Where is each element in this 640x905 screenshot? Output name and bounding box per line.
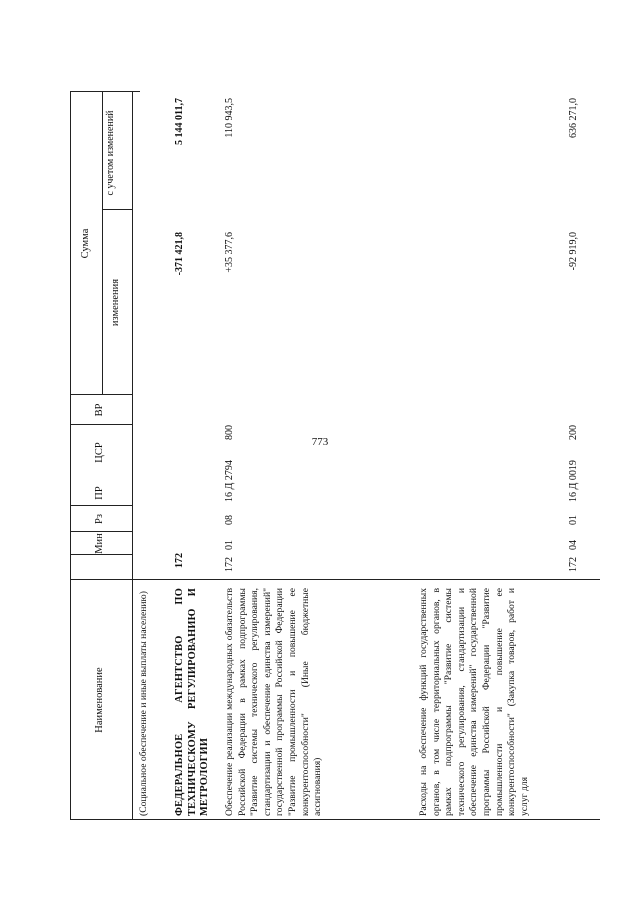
row-3-total: 636 271,0 bbox=[568, 98, 579, 138]
header-name: Наименование bbox=[94, 667, 105, 733]
row-2-name: Обеспечение реализации международных обязательств Российской Федерации в рамках подпрограммы "Развитие системы технического регулирования, стандартизации и обеспечение единства измерений" государственной программы Российской Федерации "Развитие промышленности и повышение ее конкурентоспособности" (Иные бюджетные ассигнования) bbox=[224, 588, 324, 816]
row-2-pr: 08 bbox=[224, 515, 235, 525]
row-0-name: (Социальное обеспечение и иные выплаты населению) bbox=[138, 591, 149, 816]
header-csr: ЦСР bbox=[94, 442, 105, 463]
row-2-min: 172 bbox=[224, 557, 235, 572]
row-3-change: -92 919,0 bbox=[568, 232, 579, 271]
row-2-total: 110 943,5 bbox=[224, 98, 235, 138]
header-min: Мин bbox=[94, 533, 105, 554]
table-left-border bbox=[70, 819, 600, 820]
header-change: изменения bbox=[110, 278, 121, 327]
page-number: 773 bbox=[311, 436, 329, 448]
header-rz: Рз bbox=[94, 514, 105, 524]
row-2-rz: 01 bbox=[224, 540, 235, 550]
row-2-vr: 800 bbox=[224, 425, 235, 440]
row-2-change: +35 377,6 bbox=[224, 232, 235, 273]
header-pr: ПР bbox=[94, 486, 105, 500]
table-header-left-edge bbox=[70, 92, 71, 820]
row-3-csr: 16 Д 0019 bbox=[568, 460, 579, 502]
sum-subheader-line bbox=[102, 92, 103, 395]
row-3-name: Расходы на обеспечение функций государственных органов, в том числе территориальных органов, в рамках подпрограммы "Развитие системы технического регулирования, стандартизации и обеспечение единства измерений" государственной программы Российской Федерации "Развитие промышленности и повышение ее конкурентоспособности" (Закупка товаров, работ и услуг для bbox=[418, 588, 530, 816]
row-3-rz: 04 bbox=[568, 540, 579, 550]
row-1-min: 172 bbox=[174, 553, 185, 568]
budget-table bbox=[70, 60, 600, 820]
row-3-pr: 01 bbox=[568, 515, 579, 525]
header-with-change: с учетом изменений bbox=[105, 110, 116, 196]
header-sum: Сумма bbox=[80, 228, 91, 259]
row-1-total: 5 144 011,7 bbox=[174, 98, 185, 145]
col-divider-name bbox=[70, 579, 600, 580]
row-3-min: 172 bbox=[568, 557, 579, 572]
row-3-vr: 200 bbox=[568, 425, 579, 440]
header-bottom-line bbox=[132, 92, 133, 820]
row-1-name: ФЕДЕРАЛЬНОЕ АГЕНТСТВО ПО ТЕХНИЧЕСКОМУ РЕГУЛИРОВАНИЮ И МЕТРОЛОГИИ bbox=[174, 588, 211, 816]
row-1-change: -371 421,8 bbox=[174, 232, 185, 276]
row-2-csr: 16 Д 2794 bbox=[224, 460, 235, 502]
header-vr: ВР bbox=[94, 403, 105, 417]
